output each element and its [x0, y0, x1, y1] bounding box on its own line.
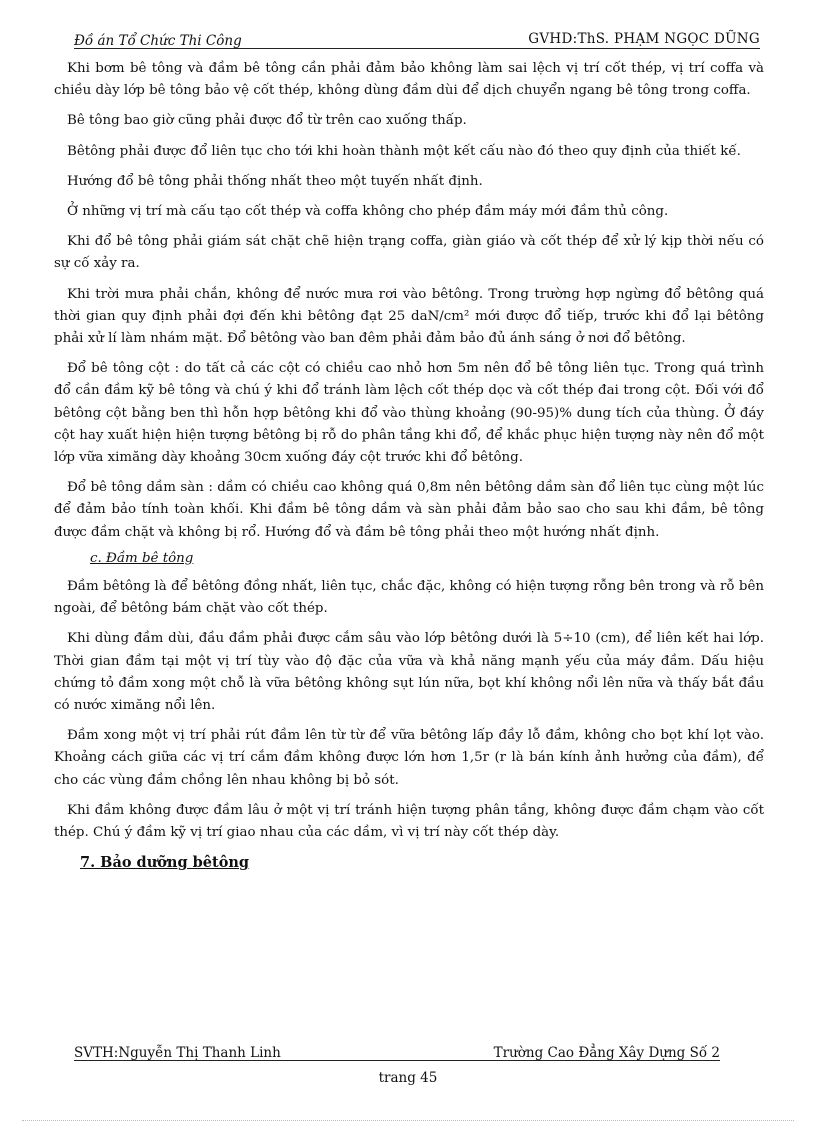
paragraph: Bê tông bao giờ cũng phải được đổ từ trên cao xuống thấp. — [67, 113, 467, 129]
footer-school-name: Trường Cao Đẳng Xây Dựng Số 2 — [493, 1045, 720, 1061]
page-footer — [74, 1040, 720, 1061]
header-supervisor: GVHD:ThS. PHẠM NGỌC DŨNG — [528, 31, 760, 47]
paragraph: Đầm xong một vị trí phải rút đầm lên từ từ để vữa bêtông lấp đầy lỗ đầm, không cho bọt khí lọt vào. Khoảng cách giữa các vị trí cắm đầm không được lớn hơn 1,5r (r là bán kính ảnh hưởng của đầm), để cho các vùng đầm chồng lên nhau không bị bỏ sót. — [54, 728, 764, 788]
footer-student-name: SVTH:Nguyễn Thị Thanh Linh — [74, 1045, 281, 1061]
document-body — [54, 58, 764, 875]
paragraph: Khi trời mưa phải chắn, không để nước mưa rơi vào bêtông. Trong trường hợp ngừng đổ bêtông quá thời gian quy định phải đợi đến khi bêtông đạt 25 daN/cm² mới được đổ tiếp, trước khi đổ lại bêtông phải xử lí làm nhám mặt. Đổ bêtông vào ban đêm phải đảm bảo đủ ánh sáng ở nơi đổ bêtông. — [54, 286, 764, 347]
paragraph: Khi đổ bê tông phải giám sát chặt chẽ hiện trạng coffa, giàn giáo và cốt thép để xử lý kịp thời nếu có sự cố xảy ra. — [54, 234, 764, 272]
paragraph: Khi đầm không được đầm lâu ở một vị trí tránh hiện tượng phân tầng, không được đầm chạm vào cốt thép. Chú ý đầm kỹ vị trí giao nhau của các dầm, vì vị trí này cốt thép dày. — [54, 802, 764, 841]
paragraph: Đổ bê tông cột : do tất cả các cột có chiều cao nhỏ hơn 5m nên đổ bê tông liên tục. Trong quá trình đổ cần đầm kỹ bê tông và chú ý khi đổ tránh làm lệch cốt thép dọc và cốt thép đai trong cột. Đối với đổ bêtông cột bằng ben thì hỗn hợp bêtông khi đổ vào thùng khoảng (90-95)% dung tích của thùng. Ở đáy cột hay xuất hiện hiện tượng bêtông bị rỗ do phân tầng khi đổ, để khắc phục hiện tượng này nên đổ một lớp vữa ximăng dày khoảng 30cm xuống đáy cột trước khi đổ bêtông. — [54, 361, 764, 466]
paragraph: Đầm bêtông là để bêtông đồng nhất, liên tục, chắc đặc, không có hiện tượng rỗng bên trong và rỗ bên ngoài, để bêtông bám chặt vào cốt thép. — [54, 579, 764, 617]
section-heading: 7. Bảo dưỡng bêtông — [80, 854, 250, 872]
paragraph: Ở những vị trí mà cấu tạo cốt thép và coffa không cho phép đầm máy mới đầm thủ công. — [67, 204, 669, 220]
page-edge-divider — [22, 1120, 794, 1121]
header-project-title: Đồ án Tổ Chức Thi Công — [74, 33, 242, 49]
page-number: trang 45 — [378, 1070, 438, 1086]
page-header — [74, 28, 760, 49]
paragraph: Hướng đổ bê tông phải thống nhất theo một tuyến nhất định. — [67, 173, 483, 189]
paragraph: Khi dùng đầm dùi, đầu đầm phải được cắm sâu vào lớp bêtông dưới là 5÷10 (cm), để liên kết hai lớp. Thời gian đầm tại một vị trí tùy vào độ đặc của vữa và khả năng mạnh yếu của máy đầm. Dấu hiệu chứng tỏ đầm xong một chỗ là vữa bêtông không sụt lún nữa, bọt khí không nổi lên nữa và thấy bắt đầu có nước ximăng nổi lên. — [54, 631, 764, 714]
subheading: c. Đầm bê tông — [90, 550, 194, 566]
paragraph: Khi bơm bê tông và đầm bê tông cần phải đảm bảo không làm sai lệch vị trí cốt thép, vị trí coffa và chiều dày lớp bê tông bảo vệ cốt thép, không dùng đầm dùi để dịch chuyển ngang bê tông trong coffa. — [54, 61, 764, 99]
paragraph: Bêtông phải được đổ liên tục cho tới khi hoàn thành một kết cấu nào đó theo quy định của thiết kế. — [67, 143, 741, 159]
paragraph: Đổ bê tông dầm sàn : dầm có chiều cao không quá 0,8m nên bêtông dầm sàn đổ liên tục cùng một lúc để đảm bảo tính toàn khối. Khi đầm bê tông dầm và sàn phải đảm bảo sao cho sau khi đầm, bê tông được đầm chặt và không bị rổ. Hướng đổ và đầm bê tông phải theo một hướng nhất định. — [54, 480, 764, 540]
